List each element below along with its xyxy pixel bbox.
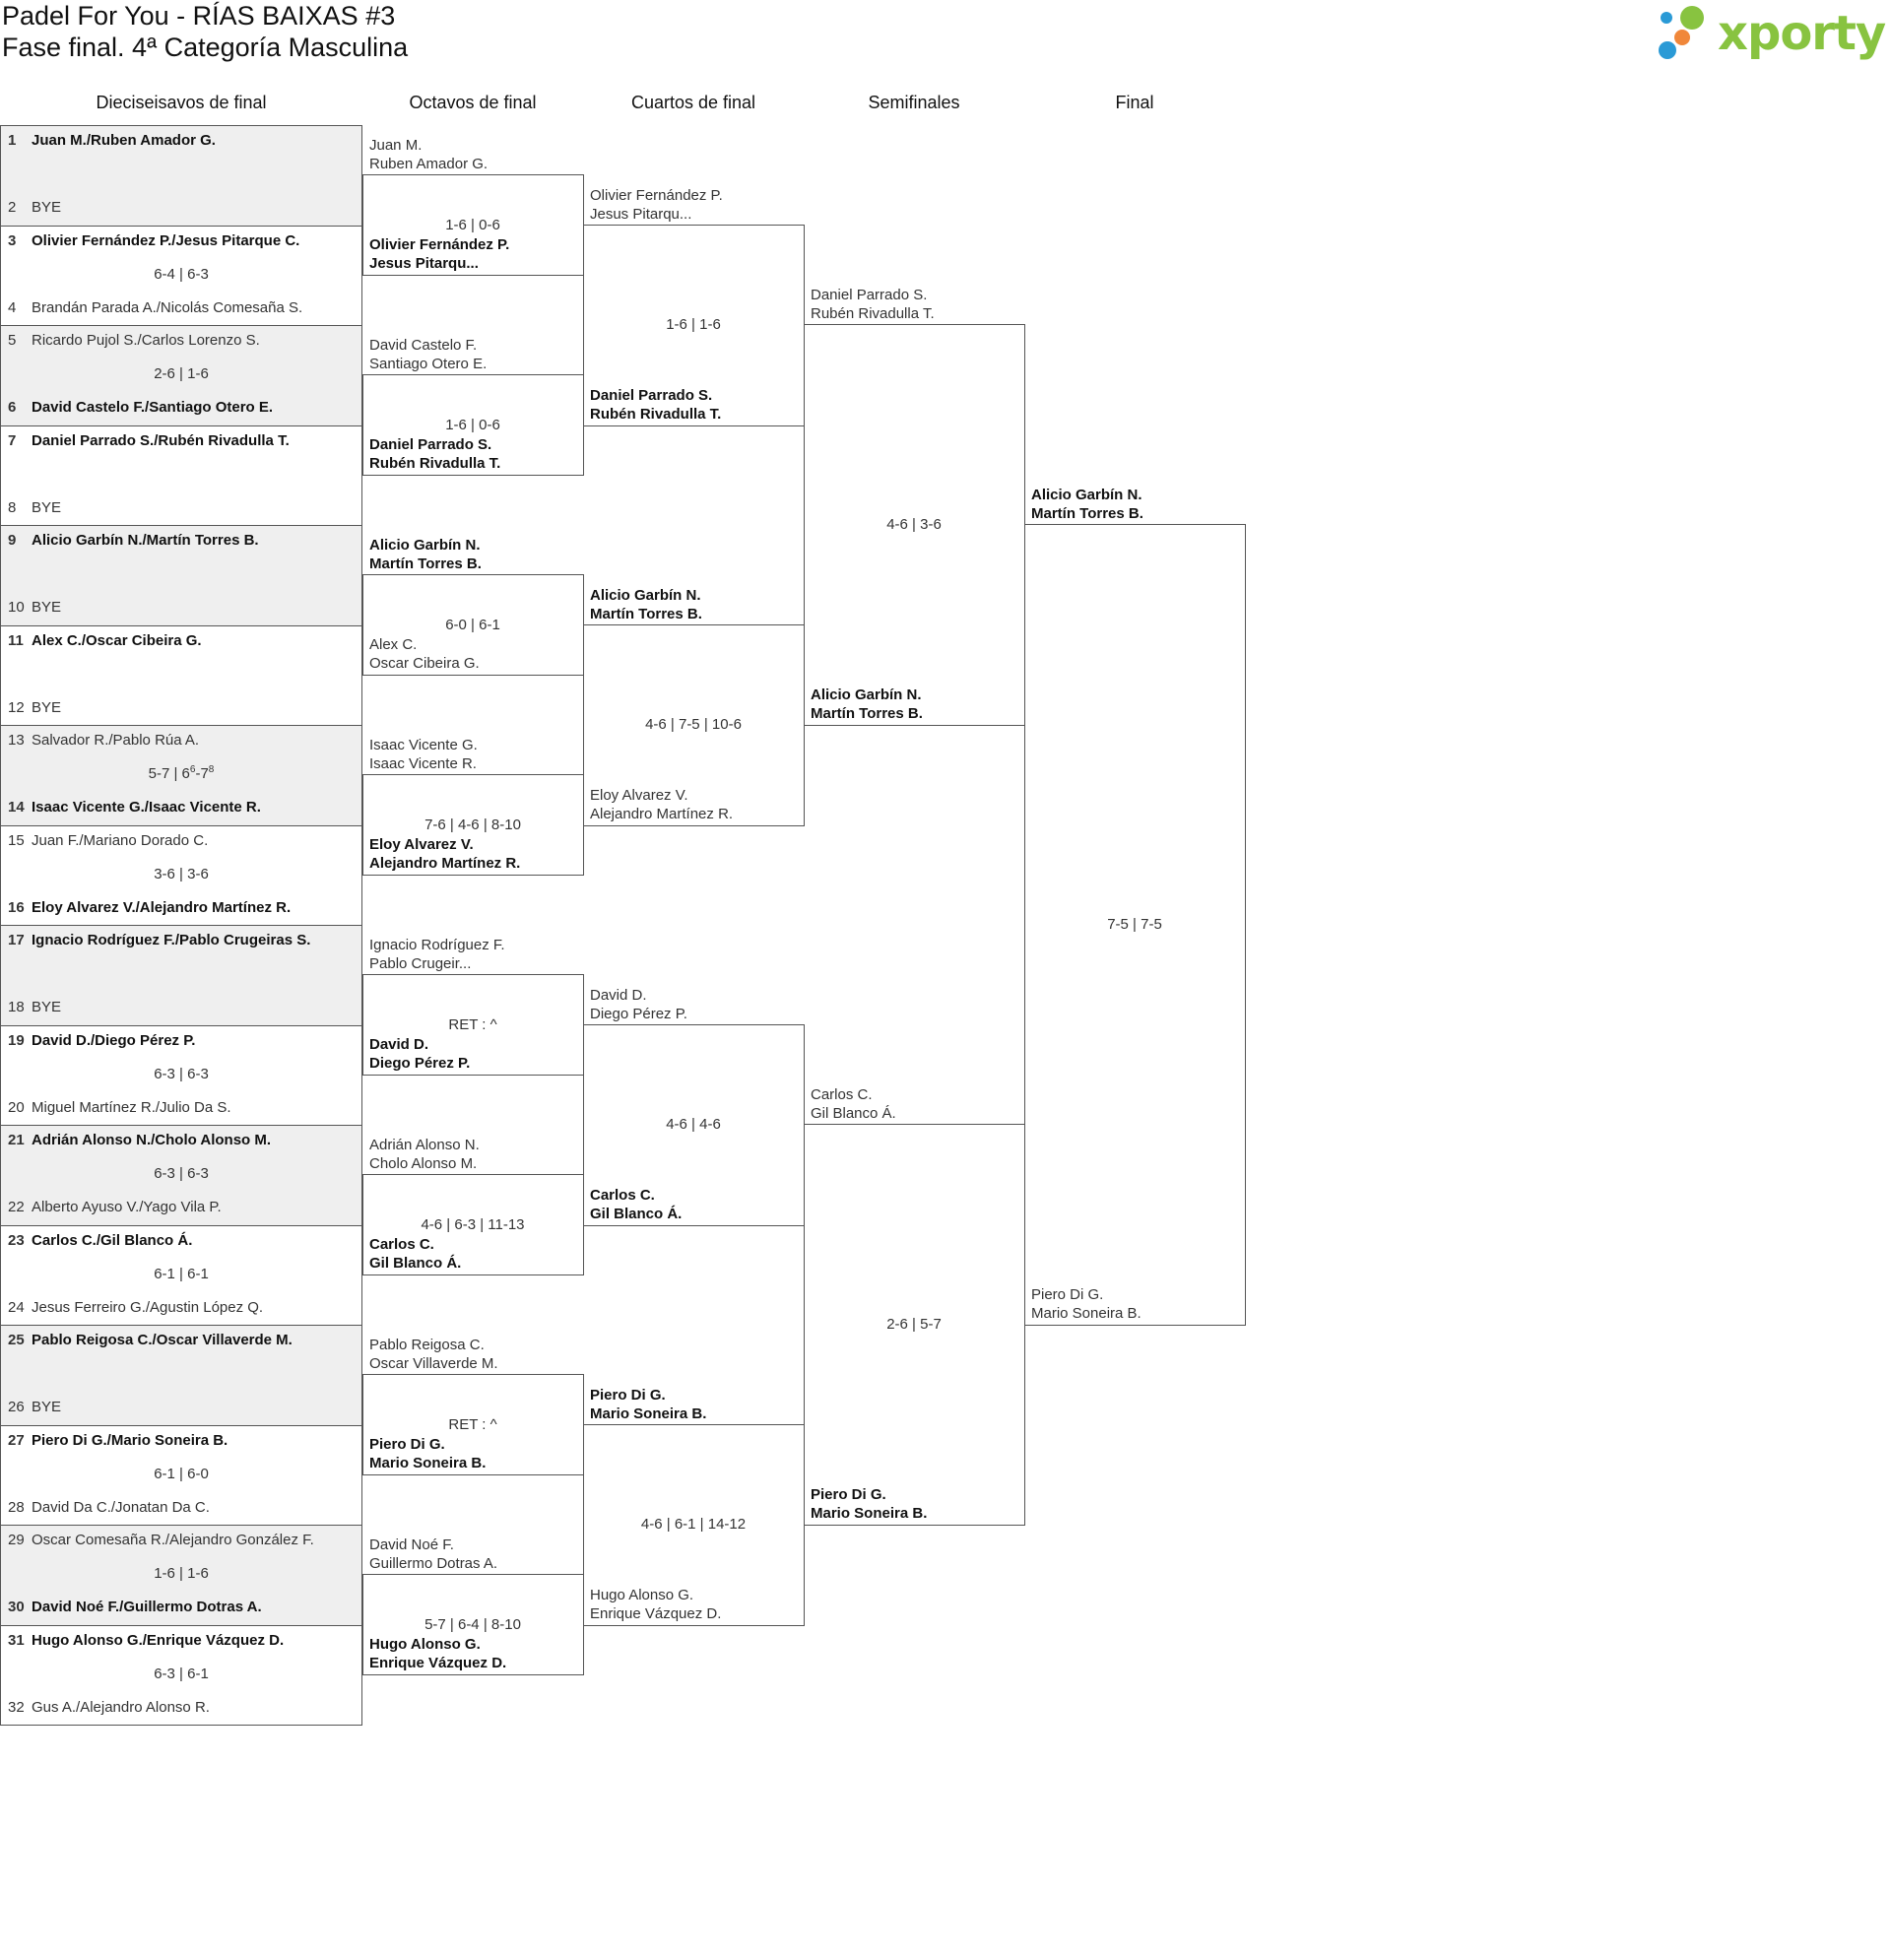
tiebreak-score: 6 [189, 764, 196, 775]
team-player-name: Rubén Rivadulla T. [811, 305, 935, 322]
player-name: Carlos C./Gil Blanco Á. [32, 1231, 193, 1249]
team-player-name: Oscar Villaverde M. [369, 1354, 498, 1372]
draw-match [0, 325, 362, 426]
team-player-name: Oscar Cibeira G. [369, 655, 480, 673]
match-score: 7-5 | 7-5 [1107, 916, 1162, 933]
round-header-cuartos: Cuartos de final [630, 93, 756, 112]
draw-match [0, 425, 362, 527]
team-player-name: Gil Blanco Á. [811, 1105, 896, 1122]
seed-number: 27 [8, 1431, 25, 1449]
team-player-name: Mario Soneira B. [369, 1455, 487, 1472]
team-player-name: Alicio Garbín N. [369, 536, 481, 554]
draw-player-bottom [8, 498, 61, 518]
seed-number: 13 [8, 732, 25, 749]
round-header-final: Final [1115, 93, 1154, 112]
seed-number: 4 [8, 298, 17, 316]
team-player-name: Martín Torres B. [369, 555, 482, 572]
player-name: Salvador R./Pablo Rúa A. [32, 732, 200, 749]
team-player-name: Diego Pérez P. [590, 1005, 687, 1022]
team-player-name: Mario Soneira B. [1031, 1305, 1141, 1322]
team-player-name: David D. [369, 1036, 429, 1054]
team-player-name: Piero Di G. [1031, 1286, 1104, 1303]
team-player-name: Alejandro Martínez R. [369, 855, 521, 873]
player-name: Daniel Parrado S./Rubén Rivadulla T. [32, 431, 290, 449]
team-player-name: Adrián Alonso N. [369, 1136, 480, 1153]
round-header-octavos: Octavos de final [409, 93, 537, 112]
draw-player-bottom [8, 1698, 210, 1718]
seed-number: 5 [8, 332, 17, 349]
team-player-name: Alicio Garbín N. [811, 686, 922, 703]
draw-player-top [8, 1231, 192, 1251]
logo-text: xporty [1718, 6, 1886, 61]
draw-match [0, 925, 362, 1026]
draw-match [0, 226, 362, 327]
draw-player-top [8, 1431, 228, 1451]
seed-number: 26 [8, 1399, 25, 1415]
match-score: 6-1 | 6-0 [154, 1465, 209, 1482]
team-player-name: Santiago Otero E. [369, 355, 488, 372]
team-player-name: Alicio Garbín N. [590, 586, 701, 604]
draw-player-top [8, 1331, 293, 1350]
draw-match [0, 825, 362, 927]
logo-dot-green [1680, 6, 1704, 30]
team-player-name: David Castelo F. [369, 336, 478, 354]
logo-dot-orange [1674, 30, 1690, 45]
team-player-name: Daniel Parrado S. [369, 436, 492, 454]
team-player-name: Alicio Garbín N. [1031, 487, 1142, 503]
team-player-name: Pablo Crugeir... [369, 954, 472, 972]
seed-number: 23 [8, 1231, 25, 1249]
player-name: Piero Di G./Mario Soneira B. [32, 1431, 228, 1449]
draw-player-top [8, 1531, 314, 1550]
draw-player-bottom [8, 798, 261, 817]
draw-player-top [8, 131, 216, 151]
team-player-name: Gil Blanco Á. [590, 1205, 683, 1222]
player-name: David Noé F./Guillermo Dotras A. [32, 1599, 262, 1615]
player-name: Ignacio Rodríguez F./Pablo Crugeiras S. [32, 932, 311, 948]
score-part: 5-7 | 6 [148, 765, 190, 782]
draw-player-bottom [8, 1598, 262, 1617]
match-score: 4-6 | 6-3 | 11-13 [421, 1215, 525, 1233]
draw-player-bottom [8, 1198, 222, 1217]
team-player-name: Martín Torres B. [590, 605, 702, 622]
player-name: David Castelo F./Santiago Otero E. [32, 399, 274, 416]
player-name: Pablo Reigosa C./Oscar Villaverde M. [32, 1332, 293, 1348]
match-score: 4-6 | 7-5 | 10-6 [645, 716, 742, 733]
seed-number: 19 [8, 1031, 25, 1049]
match-score: 1-6 | 1-6 [666, 316, 721, 333]
team-player-name: Eloy Alvarez V. [590, 786, 688, 804]
team-player-name: Alejandro Martínez R. [590, 805, 734, 822]
match-score: 1-6 | 0-6 [445, 416, 500, 433]
seed-number: 17 [8, 932, 25, 948]
team-player-name: Rubén Rivadulla T. [369, 455, 501, 473]
team-player-name: Enrique Vázquez D. [590, 1604, 722, 1622]
seed-number: 1 [8, 132, 17, 149]
team-player-name: Gil Blanco Á. [369, 1255, 462, 1273]
player-name: Juan M./Ruben Amador G. [32, 132, 216, 149]
round-header-dieciseisavos: Dieciseisavos de final [96, 93, 267, 112]
seed-number: 15 [8, 831, 25, 849]
seed-number: 2 [8, 199, 17, 216]
seed-number: 9 [8, 532, 17, 549]
match-score: 6-4 | 6-3 [154, 265, 209, 283]
seed-number: 20 [8, 1098, 25, 1116]
player-name: BYE [32, 199, 62, 216]
team-player-name: Piero Di G. [811, 1486, 886, 1503]
match-score [1, 764, 361, 784]
draw-player-top [8, 431, 290, 451]
draw-player-bottom [8, 398, 273, 418]
match-score: 7-6 | 4-6 | 8-10 [424, 816, 521, 833]
player-name: Alicio Garbín N./Martín Torres B. [32, 532, 259, 549]
player-name: Brandán Parada A./Nicolás Comesaña S. [32, 298, 303, 316]
draw-player-bottom [8, 998, 61, 1017]
player-name: BYE [32, 1399, 62, 1415]
player-name: Oscar Comesaña R./Alejandro González F. [32, 1532, 314, 1548]
draw-player-bottom [8, 598, 61, 618]
draw-player-top [8, 631, 202, 651]
draw-match [0, 1525, 362, 1626]
draw-match [0, 1125, 362, 1226]
player-name: Gus A./Alejandro Alonso R. [32, 1698, 210, 1716]
round-header-semifinales: Semifinales [868, 93, 960, 112]
draw-player-top [8, 931, 310, 950]
team-player-name: Jesus Pitarqu... [590, 205, 692, 223]
seed-number: 7 [8, 431, 17, 449]
draw-player-top [8, 331, 260, 351]
player-name: BYE [32, 999, 62, 1015]
seed-number: 6 [8, 399, 17, 416]
tiebreak-score: 8 [208, 764, 215, 775]
draw-player-top [8, 731, 199, 751]
team-player-name: Ruben Amador G. [369, 155, 489, 172]
seed-number: 18 [8, 999, 25, 1015]
draw-player-top [8, 831, 208, 851]
draw-player-bottom [8, 298, 302, 318]
draw-player-bottom [8, 698, 61, 718]
team-player-name: Piero Di G. [369, 1436, 445, 1454]
seed-number: 3 [8, 231, 17, 249]
match-score: 4-6 | 3-6 [886, 516, 942, 533]
team-player-name: Alex C. [369, 636, 418, 654]
page-title: Padel For You - RÍAS BAIXAS #3 [2, 1, 396, 31]
seed-number: 24 [8, 1298, 25, 1316]
team-player-name: Carlos C. [369, 1236, 434, 1254]
team-player-name: Enrique Vázquez D. [369, 1655, 507, 1672]
team-player-name: Martín Torres B. [1031, 505, 1143, 522]
player-name: Olivier Fernández P./Jesus Pitarque C. [32, 231, 300, 249]
player-name: BYE [32, 599, 62, 616]
seed-number: 11 [8, 631, 24, 649]
draw-player-top [8, 1631, 284, 1651]
match-score: 6-1 | 6-1 [154, 1265, 209, 1282]
draw-player-bottom [8, 1398, 61, 1417]
draw-match [0, 1225, 362, 1327]
draw-player-top [8, 231, 299, 251]
team-player-name: Eloy Alvarez V. [369, 836, 474, 854]
seed-number: 31 [8, 1631, 25, 1649]
player-name: BYE [32, 498, 62, 516]
player-name: BYE [32, 698, 62, 716]
draw-match [0, 1425, 362, 1527]
team-player-name: Carlos C. [590, 1186, 655, 1204]
draw-player-bottom [8, 898, 291, 918]
draw-match [0, 1325, 362, 1426]
player-name: Eloy Alvarez V./Alejandro Martínez R. [32, 898, 292, 916]
match-score: 4-6 | 6-1 | 14-12 [640, 1516, 747, 1533]
team-player-name: Cholo Alonso M. [369, 1154, 478, 1172]
team-player-name: Mario Soneira B. [811, 1505, 928, 1522]
seed-number: 21 [8, 1132, 25, 1148]
player-name: Juan F./Mariano Dorado C. [32, 831, 209, 849]
player-name: David Da C./Jonatan Da C. [32, 1498, 210, 1516]
player-name: Miguel Martínez R./Julio Da S. [32, 1098, 231, 1116]
match-score: 6-3 | 6-1 [154, 1665, 209, 1682]
team-player-name: Diego Pérez P. [369, 1055, 471, 1073]
draw-player-bottom [8, 1298, 263, 1318]
seed-number: 30 [8, 1599, 25, 1615]
player-name: Alberto Ayuso V./Yago Vila P. [32, 1199, 222, 1215]
team-player-name: David Noé F. [369, 1535, 454, 1553]
team-player-name: Juan M. [369, 136, 423, 154]
seed-number: 10 [8, 599, 25, 616]
team-player-name: Isaac Vicente G. [369, 736, 478, 753]
xporty-logo[interactable] [1657, 4, 1885, 65]
draw-player-bottom [8, 1098, 231, 1118]
draw-player-bottom [8, 1498, 210, 1518]
draw-match [0, 525, 362, 626]
match-score: 3-6 | 3-6 [154, 865, 209, 882]
seed-number: 22 [8, 1199, 25, 1215]
draw-match [0, 1625, 362, 1727]
team-player-name: Olivier Fernández P. [590, 186, 723, 204]
team-player-name: Martín Torres B. [811, 705, 923, 722]
match-score: 2-6 | 5-7 [886, 1316, 942, 1333]
player-name: Jesus Ferreiro G./Agustin López Q. [32, 1298, 264, 1316]
draw-player-top [8, 531, 259, 551]
page-subtitle: Fase final. 4ª Categoría Masculina [2, 33, 409, 62]
team-player-name: Jesus Pitarqu... [369, 255, 479, 273]
seed-number: 8 [8, 498, 17, 516]
seed-number: 29 [8, 1532, 25, 1548]
draw-player-bottom [8, 198, 61, 218]
team-player-name: Olivier Fernández P. [369, 236, 510, 254]
player-name: Ricardo Pujol S./Carlos Lorenzo S. [32, 332, 260, 349]
seed-number: 32 [8, 1698, 25, 1716]
draw-match [0, 1025, 362, 1127]
match-score: 1-6 | 1-6 [154, 1565, 209, 1582]
draw-match [0, 125, 362, 227]
player-name: Alex C./Oscar Cibeira G. [32, 631, 202, 649]
team-player-name: Pablo Reigosa C. [369, 1336, 485, 1353]
match-score: RET : ^ [448, 1415, 497, 1433]
match-score: 4-6 | 4-6 [666, 1116, 721, 1133]
player-name: Hugo Alonso G./Enrique Vázquez D. [32, 1631, 285, 1649]
seed-number: 25 [8, 1332, 25, 1348]
team-player-name: Rubén Rivadulla T. [590, 405, 722, 423]
draw-match [0, 625, 362, 727]
team-player-name: Isaac Vicente R. [369, 754, 477, 772]
team-player-name: Carlos C. [811, 1086, 873, 1103]
seed-number: 28 [8, 1498, 25, 1516]
team-player-name: Guillermo Dotras A. [369, 1554, 498, 1572]
match-score: 6-3 | 6-3 [154, 1165, 209, 1182]
seed-number: 14 [8, 799, 25, 816]
match-score: 6-0 | 6-1 [445, 616, 500, 633]
draw-player-top [8, 1131, 271, 1150]
match-score: 2-6 | 1-6 [154, 365, 209, 382]
team-player-name: Ignacio Rodríguez F. [369, 936, 505, 953]
player-name: Adrián Alonso N./Cholo Alonso M. [32, 1132, 272, 1148]
draw-match [0, 725, 362, 826]
team-player-name: Mario Soneira B. [590, 1405, 707, 1422]
player-name: David D./Diego Pérez P. [32, 1031, 196, 1049]
team-player-name: Daniel Parrado S. [590, 386, 713, 404]
seed-number: 16 [8, 898, 25, 916]
logo-dot-teal [1661, 12, 1672, 24]
team-player-name: Daniel Parrado S. [811, 287, 928, 303]
draw-player-top [8, 1031, 195, 1051]
score-part: -7 [195, 765, 209, 782]
player-name: Isaac Vicente G./Isaac Vicente R. [32, 799, 261, 816]
match-score: 6-3 | 6-3 [154, 1065, 209, 1082]
team-player-name: Hugo Alonso G. [369, 1636, 481, 1654]
team-player-name: Hugo Alonso G. [590, 1586, 694, 1603]
team-player-name: Piero Di G. [590, 1386, 666, 1404]
match-score: RET : ^ [448, 1015, 497, 1033]
match-score: 5-7 | 6-4 | 8-10 [424, 1615, 521, 1633]
logo-dot-blue [1659, 41, 1676, 59]
seed-number: 12 [8, 698, 25, 716]
team-player-name: David D. [590, 986, 647, 1004]
match-score: 1-6 | 0-6 [445, 216, 500, 233]
